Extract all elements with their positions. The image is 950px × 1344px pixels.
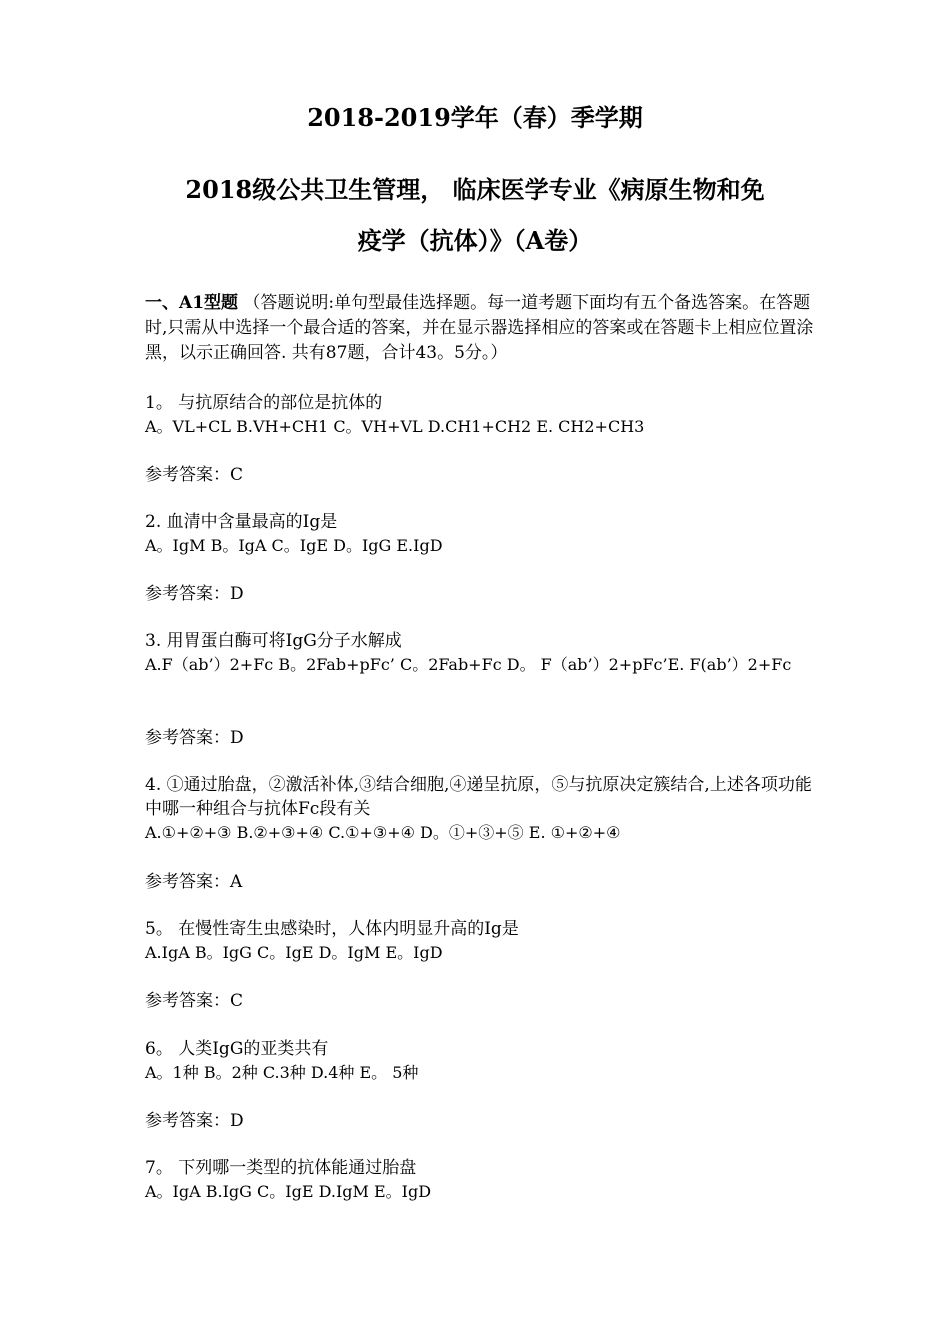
question-options: A.F（ab’）2+Fc B。2Fab+pFc’ C。2Fab+Fc D。 F（ab’）2+pFc’E. F(ab’）2+Fc [145,655,792,674]
course-title-line2: 疫学（抗体）》（A卷） [357,226,593,255]
answer-2: 参考答案：D [145,584,244,604]
question-options: A。VL+CL B.VH+CH1 C。VH+VL D.CH1+CH2 E. CH2+CH3 [145,417,645,436]
question-options: A。IgA B.IgG C。IgE D.IgM E。IgD [145,1182,432,1201]
question-stem: 4. ①通过胎盘，②激活补体,③结合细胞,④递呈抗原，⑤与抗原决定簇结合,上述各项功能中哪一种组合与抗体Fc段有关 [145,775,812,819]
question-options: A.①+②+③ B.②+③+④ C.①+③+④ D。①+③+⑤ E. ①+②+④ [145,823,621,842]
section-heading: 一、A1型题 [145,293,239,313]
answer-5: 参考答案：C [145,991,244,1011]
question-stem: 2. 血清中含量最高的Ig是 [145,512,338,532]
question-2 [145,510,825,558]
section-description: （答题说明:单句型最佳选择题。每一道考题下面均有五个备选答案。在答题时,只需从中选择一个最合适的答案，并在显示器选择相应的答案或在答题卡上相应位置涂黑，以示正确回答. 共有87题，合计43。5分。） [145,293,814,363]
answer-6: 参考答案：D [145,1111,244,1131]
question-stem: 1。 与抗原结合的部位是抗体的 [145,393,383,413]
question-3 [145,629,815,677]
question-6 [145,1037,825,1085]
section-instructions [145,291,815,366]
answer-1: 参考答案：C [145,465,244,485]
question-options: A。IgM B。IgA C。IgE D。IgG E.IgD [145,536,443,555]
question-options: A.IgA B。IgG C。IgE D。IgM E。IgD [145,943,443,962]
question-4 [145,773,815,845]
question-1 [145,391,825,439]
question-stem: 6。 人类IgG的亚类共有 [145,1039,329,1059]
question-options: A。1种 B。2种 C.3种 D.4种 E。 5种 [145,1063,419,1082]
question-stem: 7。 下列哪一类型的抗体能通过胎盘 [145,1158,417,1178]
semester-title: 2018-2019学年（春）季学期 [307,103,643,132]
question-7 [145,1156,825,1204]
answer-4: 参考答案：A [145,872,243,892]
course-title-line1: 2018级公共卫生管理， 临床医学专业《病原生物和免 [185,175,765,204]
question-5 [145,917,825,965]
answer-3: 参考答案：D [145,728,244,748]
question-stem: 5。 在慢性寄生虫感染时，人体内明显升高的Ig是 [145,919,519,939]
question-stem: 3. 用胃蛋白酶可将IgG分子水解成 [145,631,402,651]
